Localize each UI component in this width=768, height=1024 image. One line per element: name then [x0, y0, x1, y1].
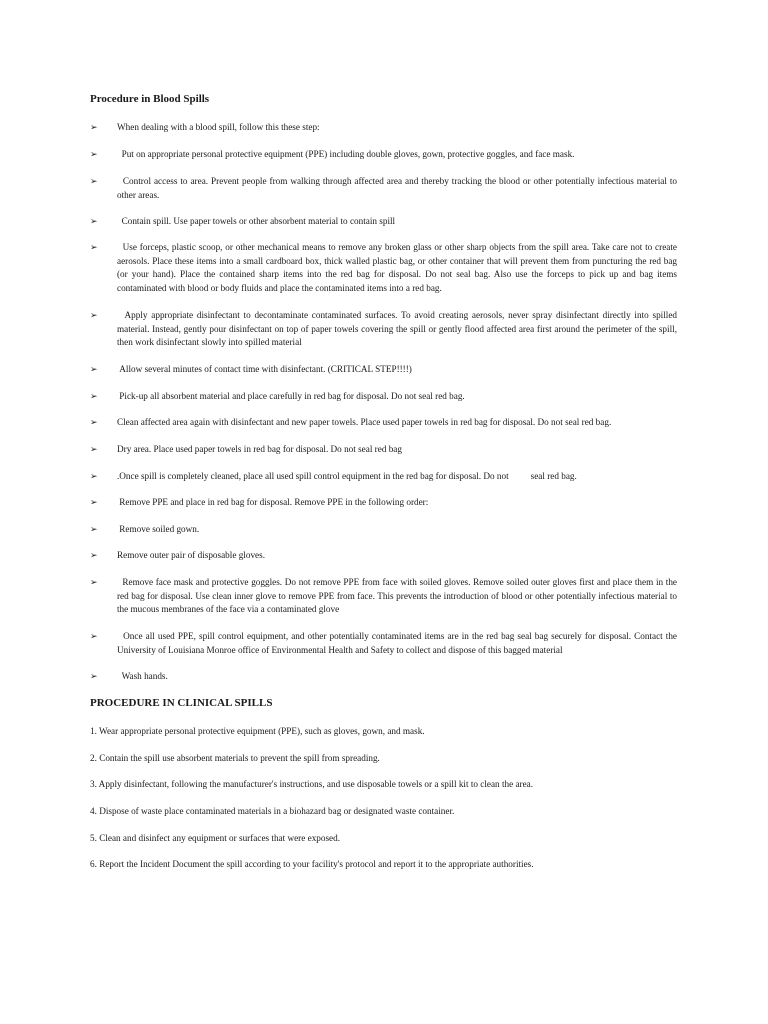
- bullet-arrow-icon: ➢: [90, 364, 98, 374]
- clinical-spills-heading: PROCEDURE IN CLINICAL SPILLS: [90, 697, 273, 709]
- step-item: 5. Clean and disinfect any equipment or surfaces that were exposed.: [90, 833, 341, 843]
- bullet-arrow-icon: ➢: [90, 471, 98, 481]
- bullet-arrow-icon: ➢: [90, 149, 98, 159]
- bullet-arrow-icon: ➢: [90, 524, 98, 534]
- bullet-arrow-icon: ➢: [90, 550, 98, 560]
- list-item: When dealing with a blood spill, follow this these step:: [117, 122, 320, 132]
- bullet-arrow-icon: ➢: [90, 444, 98, 454]
- bullet-arrow-icon: ➢: [90, 671, 98, 681]
- step-item: 2. Contain the spill use absorbent materials to prevent the spill from spreading.: [90, 753, 380, 763]
- list-item: Pick-up all absorbent material and place carefully in red bag for disposal. Do not seal red bag.: [117, 391, 465, 401]
- list-item: Allow several minutes of contact time with disinfectant. (CRITICAL STEP!!!!): [117, 364, 412, 374]
- list-item: Apply appropriate disinfectant to decontaminate contaminated surfaces. To avoid creating aerosols, never spray disinfectant directly into spilled material. Instead, gently pour disinfectant on top of paper towels covering the spill or gently flood affected area first around the perimeter of the spill, then work disinfectant slowly into spilled material: [117, 310, 680, 347]
- list-item: Wash hands.: [117, 671, 168, 681]
- bullet-arrow-icon: ➢: [90, 176, 98, 186]
- bullet-arrow-icon: ➢: [90, 417, 98, 427]
- list-item: Put on appropriate personal protective equipment (PPE) including double gloves, gown, protective goggles, and face mask.: [117, 149, 575, 159]
- list-item-text-tail: seal red bag.: [530, 471, 577, 481]
- list-item: Remove PPE and place in red bag for disposal. Remove PPE in the following order:: [117, 497, 429, 507]
- list-item: Remove face mask and protective goggles. Do not remove PPE from face with soiled gloves. Remove soiled outer gloves first and place them in the red bag for disposal. Use clean inner glove to remove PPE from face. This prevents the introduction of blood or other potentially infectious material to the mucous membranes of the face via a contaminated glove: [117, 577, 680, 614]
- blood-spills-heading: Procedure in Blood Spills: [90, 93, 210, 105]
- list-item: Dry area. Place used paper towels in red bag for disposal. Do not seal red bag: [117, 444, 402, 454]
- bullet-arrow-icon: ➢: [90, 242, 98, 252]
- list-item: Remove outer pair of disposable gloves.: [117, 550, 265, 560]
- list-item: Use forceps, plastic scoop, or other mechanical means to remove any broken glass or other sharp objects from the spill area. Take care not to create aerosols. Place these items into a small cardboard box, thick walled plastic bag, or other container that will prevent them from puncturing the red bag (or your hand). Place the contained sharp items into the red bag for disposal. Do not seal bag. Also use the forceps to pick up and bag items contaminated with blood or body fluids and place the contaminated items into a red bag.: [117, 242, 680, 293]
- list-item: Clean affected area again with disinfectant and new paper towels. Place used paper towels in red bag for disposal. Do not seal red bag.: [117, 417, 612, 427]
- bullet-arrow-icon: ➢: [90, 122, 98, 132]
- bullet-arrow-icon: ➢: [90, 497, 98, 507]
- bullet-arrow-icon: ➢: [90, 216, 98, 226]
- list-item: Once all used PPE, spill control equipment, and other potentially contaminated items are in the red bag seal bag securely for disposal. Contact the University of Louisiana Monroe office of Environmental Health and Safety to collect and dispose of this bagged material: [117, 631, 680, 655]
- bullet-arrow-icon: ➢: [90, 631, 98, 641]
- bullet-arrow-icon: ➢: [90, 391, 98, 401]
- bullet-arrow-icon: ➢: [90, 310, 98, 320]
- step-item: 6. Report the Incident Document the spill according to your facility's protocol and report it to the appropriate authorities.: [90, 859, 534, 869]
- step-item: 4. Dispose of waste place contaminated materials in a biohazard bag or designated waste container.: [90, 806, 455, 816]
- list-item: Control access to area. Prevent people from walking through affected area and thereby tracking the blood or other potentially infectious material to other areas.: [117, 176, 680, 200]
- list-item-text: .Once spill is completely cleaned, place all used spill control equipment in the red bag for disposal. Do not: [117, 471, 509, 481]
- list-item: Contain spill. Use paper towels or other absorbent material to contain spill: [117, 216, 396, 226]
- bullet-arrow-icon: ➢: [90, 577, 98, 587]
- list-item: Remove soiled gown.: [117, 524, 200, 534]
- step-item: 1. Wear appropriate personal protective equipment (PPE), such as gloves, gown, and mask.: [90, 726, 425, 736]
- step-item: 3. Apply disinfectant, following the manufacturer's instructions, and use disposable towels or a spill kit to clean the area.: [90, 779, 534, 789]
- list-item: [117, 470, 677, 484]
